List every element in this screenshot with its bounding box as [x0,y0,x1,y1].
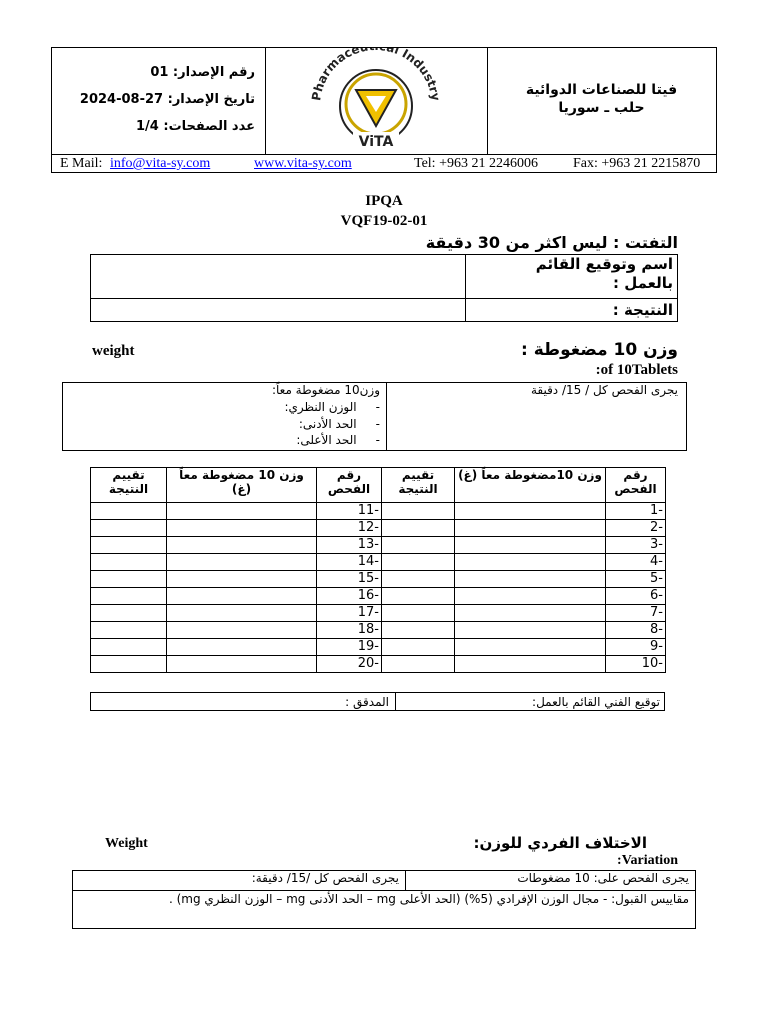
test-no-left: -19 [317,639,382,656]
col-test-no-right: رقم الفحص [606,468,666,503]
logo-brand: ViTA [358,134,394,150]
weight10-title-ar: وزن 10 مضغوطة : [521,340,678,360]
col-eval-left: تقييم النتيجة [91,468,167,503]
table-row [91,639,666,656]
test-no-left: -18 [317,622,382,639]
eval-left-cell[interactable] [91,571,167,588]
auditor-cell[interactable] [91,693,396,711]
eval-right-cell[interactable] [382,571,455,588]
form-title: IPQA [365,193,403,209]
test-no-right: -4 [606,554,666,571]
variation-check-on: يجرى الفحص على: 10 مضغوطات [406,871,696,891]
eval-right-cell[interactable] [382,588,455,605]
company-location: حلب ـ سوريا [558,100,645,116]
test-no-left: -16 [317,588,382,605]
test-no-right: -2 [606,520,666,537]
eval-right-cell[interactable] [382,520,455,537]
test-no-left: -20 [317,656,382,673]
weight-left-cell[interactable] [167,622,317,639]
test-no-right: -5 [606,571,666,588]
issue-info-cell [52,48,266,154]
weight-right-cell[interactable] [455,520,606,537]
test-no-left: -12 [317,520,382,537]
signature-table [90,692,665,711]
eval-left-cell[interactable] [91,503,167,520]
table-row [91,622,666,639]
weight-right-cell[interactable] [455,622,606,639]
weight-left-cell[interactable] [167,639,317,656]
eval-right-cell[interactable] [382,656,455,673]
weight10-theoretical: الوزن النظري: [284,400,357,414]
table-row [91,588,666,605]
issue-date: تاريخ الإصدار: 27-08-2024 [79,92,255,107]
issue-number: رقم الإصدار: 01 [150,65,255,80]
col-eval-right: تقييم النتيجة [382,468,455,503]
operator-table [90,254,678,322]
weight-right-cell[interactable] [455,605,606,622]
test-no-right: -9 [606,639,666,656]
logo-arc-text: Pharmace l Industry [309,48,443,102]
weight10-min: الحد الأدنى: [298,417,357,431]
fax-number: Fax: +963 21 2215870 [573,156,701,171]
eval-left-cell[interactable] [91,656,167,673]
weight-right-cell[interactable] [455,537,606,554]
weight-right-cell[interactable] [455,571,606,588]
test-no-right: -10 [606,656,666,673]
col-weight-left: وزن 10 مضغوطة معاً (غ) [167,468,317,503]
phone-number: Tel: +963 21 2246006 [414,156,538,171]
disintegration-heading: التفتت : ليس اكثر من 30 دقيقة [425,233,678,252]
weight-right-cell[interactable] [455,588,606,605]
document-header [51,47,717,155]
table-row [91,520,666,537]
test-no-right: -6 [606,588,666,605]
col-weight-right: وزن 10مضغوطة معاً (غ) [455,468,606,503]
eval-right-cell[interactable] [382,537,455,554]
weight10-max-row [296,433,380,447]
email-link[interactable]: info@vita-sy.com [110,156,211,171]
form-code: VQF19-02-01 [340,213,428,229]
result-label: النتيجة : [612,301,673,319]
eval-left-cell[interactable] [91,537,167,554]
test-no-right: -3 [606,537,666,554]
technician-cell[interactable] [396,693,665,711]
weight-left-cell[interactable] [167,520,317,537]
eval-right-cell[interactable] [382,503,455,520]
eval-left-cell[interactable] [91,554,167,571]
result-value-cell[interactable] [91,299,466,322]
table-row [91,503,666,520]
eval-left-cell[interactable] [91,605,167,622]
operator-label-cell [466,255,678,299]
weight-left-cell[interactable] [167,571,317,588]
eval-left-cell[interactable] [91,622,167,639]
company-cell [487,48,716,154]
weight10-max: الحد الأعلى: [296,433,357,447]
weight10-title-en-1: weight [92,343,135,359]
weight10-spec-box [62,382,687,451]
operator-value-cell[interactable] [91,255,466,299]
auditor-label: المدقق : [345,694,389,709]
weight-right-cell[interactable] [455,639,606,656]
contact-row [51,154,717,173]
weight-right-cell[interactable] [455,554,606,571]
variation-title-ar: الاختلاف الفردي للوزن: [473,834,647,852]
table-row [91,537,666,554]
technician-label: توقيع الفني القائم بالعمل: [532,694,660,709]
weight10-check-every: يجرى الفحص كل / 15/ دقيقة [530,383,678,397]
result-label-cell [466,299,678,322]
eval-left-cell[interactable] [91,520,167,537]
test-no-left: -11 [317,503,382,520]
logo-cell [265,48,488,154]
variation-title-en-1: Weight [105,836,148,851]
weight-left-cell[interactable] [167,588,317,605]
weight-left-cell[interactable] [167,605,317,622]
weight10-dash-3: - [375,433,380,447]
company-name: فيتا للصناعات الدوائية [525,82,678,98]
email-label: E Mail: [60,156,103,171]
variation-check-every: يجرى الفحص كل /15/ دقيقة: [73,871,406,891]
table-row [91,656,666,673]
weight10-dash-2: - [375,417,380,431]
weight10-dash-1: - [375,400,380,414]
test-no-right: -7 [606,605,666,622]
vita-logo [265,48,487,154]
page-count: عدد الصفحات: 1/4 [136,119,255,134]
test-no-left: -17 [317,605,382,622]
weight-left-cell[interactable] [167,537,317,554]
weight10-theoretical-row [284,400,380,414]
weight-right-cell[interactable] [455,656,606,673]
operator-label-2: بالعمل : [612,274,673,292]
test-no-left: -13 [317,537,382,554]
eval-left-cell[interactable] [91,639,167,656]
website-link[interactable]: www.vita-sy.com [254,156,352,171]
test-no-left: -15 [317,571,382,588]
weight10-combined: وزن10 مضغوطة معاً: [271,383,380,397]
weight10-results-table [90,467,666,673]
variation-table [72,870,696,929]
variation-acceptance: مقاييس القبول: - مجال الوزن الإفرادي (5%) (الحد الأعلى mg – الحد الأدنى mg – الوزن النظري mg) . [73,891,696,929]
col-test-no-left: رقم الفحص [317,468,382,503]
eval-left-cell[interactable] [91,588,167,605]
weight-left-cell[interactable] [167,554,317,571]
variation-title-en-2: Variation: [617,853,678,868]
operator-label-1: اسم وتوقيع القائم [535,255,673,273]
table-row [91,571,666,588]
weight-left-cell[interactable] [167,503,317,520]
weight10-min-row [299,417,380,431]
test-no-left: -14 [317,554,382,571]
eval-right-cell[interactable] [382,554,455,571]
eval-right-cell[interactable] [382,639,455,656]
eval-right-cell[interactable] [382,605,455,622]
eval-right-cell[interactable] [382,622,455,639]
test-no-right: -1 [606,503,666,520]
weight-left-cell[interactable] [167,656,317,673]
weight-right-cell[interactable] [455,503,606,520]
table-row [91,554,666,571]
table-row [91,605,666,622]
weight10-title-en-2: of 10Tablets: [595,362,678,378]
test-no-right: -8 [606,622,666,639]
